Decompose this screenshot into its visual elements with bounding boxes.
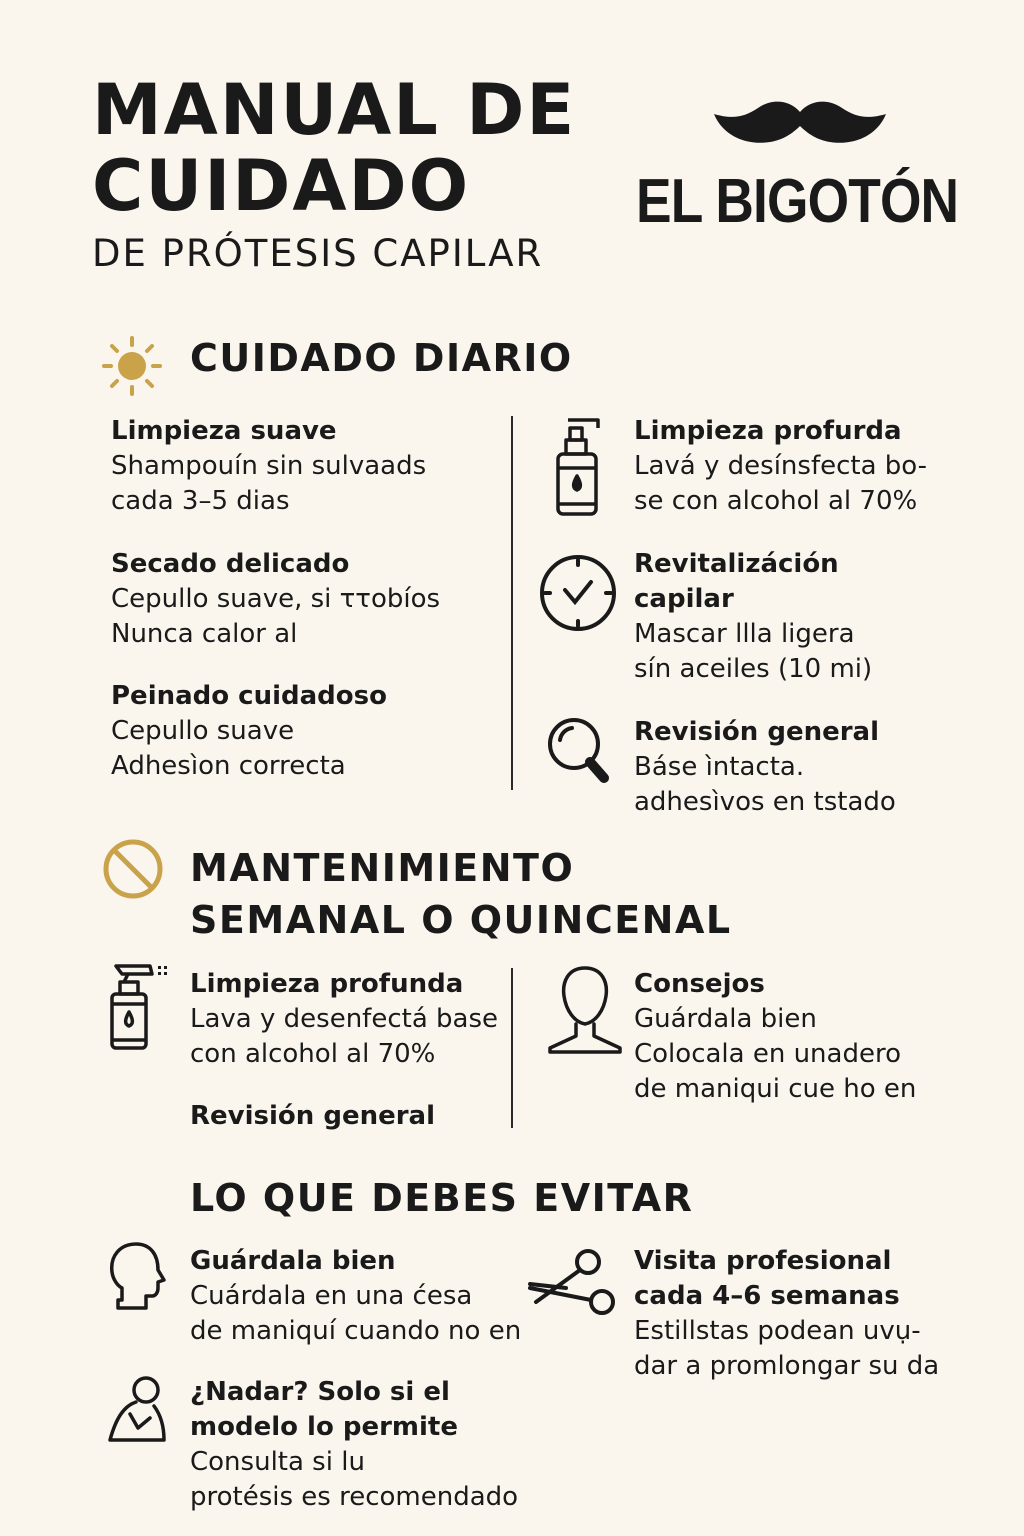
page-subtitle: DE PRÓTESIS CAPILAR <box>92 232 544 275</box>
item-title: Consejos <box>634 969 765 999</box>
item-line: Nunca calor al <box>111 619 298 649</box>
item-line: Guárdala bien <box>634 1004 817 1034</box>
item-line: sín aceiles (10 mi) <box>634 654 873 684</box>
section-title-weekly <box>190 842 732 946</box>
item-line: se con alcohol al 70% <box>634 486 918 516</box>
daily-item-limpieza-suave <box>111 414 426 519</box>
item-title: Limpieza suave <box>111 416 337 446</box>
item-line: Mascar llla ligera <box>634 619 855 649</box>
item-title: Revisión general <box>634 717 879 747</box>
item-title: Limpieza profunda <box>190 969 464 999</box>
avoid-item-visita-profesional <box>634 1244 939 1384</box>
mustache-logo-icon <box>712 100 888 150</box>
title-line-2: CUIDADO <box>92 145 471 227</box>
item-line: protésis es recomendado <box>190 1482 519 1512</box>
weekly-item-limpieza-profunda <box>190 967 498 1072</box>
title-line-1: MANUAL DE <box>92 69 577 151</box>
item-title: Revisión general <box>190 1101 435 1131</box>
item-line: Cepullo suave <box>111 716 295 746</box>
avoid-item-nadar <box>190 1375 518 1515</box>
item-line: adhesìvos en tstado <box>634 787 896 817</box>
item-title: capilar <box>634 584 734 614</box>
daily-item-secado-delicado <box>111 547 440 652</box>
item-line: Cuárdala en una ćesa <box>190 1281 473 1311</box>
item-line: con alcohol al 70% <box>190 1039 436 1069</box>
item-title: Peinado cuidadoso <box>111 681 387 711</box>
item-line: Cepullo suave, si ττobíos <box>111 584 441 614</box>
section-title-line-1: MANTENIMIENTO <box>190 846 575 890</box>
prohibited-icon <box>102 838 164 900</box>
item-line: Consulta si lu <box>190 1447 365 1477</box>
section-title-daily: CUIDADO DIARIO <box>190 336 573 380</box>
item-title: Limpieza profurda <box>634 416 902 446</box>
item-title: Visita profesional <box>634 1246 892 1276</box>
page-title <box>92 69 577 227</box>
item-line: Lavá y desínsfecta bo- <box>634 451 928 481</box>
sun-icon <box>100 334 164 398</box>
daily-item-revision-general <box>634 715 896 820</box>
item-title: Guárdala bien <box>190 1246 396 1276</box>
scissors-icon <box>526 1248 618 1322</box>
item-line: Colocala en unadero <box>634 1039 901 1069</box>
column-divider <box>511 968 513 1128</box>
daily-item-limpieza-profunda <box>634 414 927 519</box>
avoid-item-guardala <box>190 1244 521 1349</box>
weekly-item-consejos <box>634 967 916 1107</box>
section-title-avoid: LO QUE DEBES EVITAR <box>190 1176 694 1220</box>
item-line: Estillstas podean uvụ- <box>634 1316 921 1346</box>
mannequin-head-icon <box>546 964 624 1056</box>
head-profile-icon <box>106 1240 168 1312</box>
item-title: Revitalizáción <box>634 549 839 579</box>
column-divider <box>511 416 513 790</box>
item-line: dar a promlongar su da <box>634 1351 940 1381</box>
spray-bottle-icon <box>108 962 172 1052</box>
pump-bottle-icon <box>554 418 604 518</box>
daily-item-revitalizacion <box>634 547 872 687</box>
brand-name: EL BIGOTÓN <box>636 167 959 236</box>
item-line: de maniqui cue ho en <box>634 1074 917 1104</box>
item-line: Shampouín sin sulvaads <box>111 451 427 481</box>
item-line: Lava y desenfectá base <box>190 1004 498 1034</box>
swimmer-icon <box>106 1374 170 1446</box>
item-line: Báse ìntacta. <box>634 752 805 782</box>
section-title-line-2: SEMANAL O QUINCENAL <box>190 898 732 942</box>
item-line: cada 3–5 dias <box>111 486 290 516</box>
daily-item-peinado-cuidadoso <box>111 679 387 784</box>
item-line: Adhesìon correcta <box>111 751 346 781</box>
item-title: modelo lo permite <box>190 1412 458 1442</box>
item-line: de maniquí cuando no en <box>190 1316 522 1346</box>
item-title: Secado delicado <box>111 549 350 579</box>
item-title: ¿Nadar? Solo si el <box>190 1377 450 1407</box>
magnifier-icon <box>546 716 616 790</box>
clock-icon <box>538 552 618 634</box>
weekly-item-revision-general <box>190 1099 435 1134</box>
item-title: cada 4–6 semanas <box>634 1281 900 1311</box>
